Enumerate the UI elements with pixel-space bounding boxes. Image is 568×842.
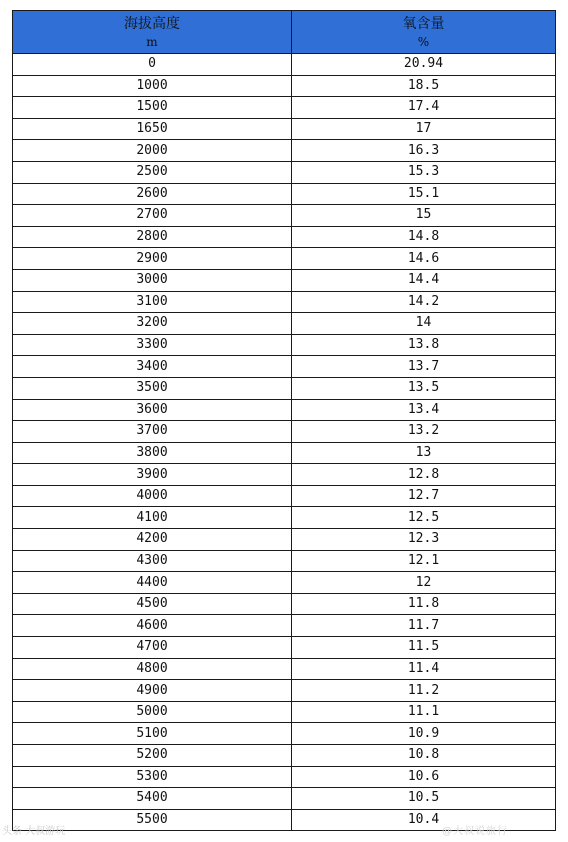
table-row	[13, 723, 556, 745]
table-row	[13, 507, 556, 529]
table-row	[13, 485, 556, 507]
altitude-cell: 5100	[13, 723, 292, 745]
oxygen-cell: 13.2	[292, 421, 556, 443]
altitude-cell: 2000	[13, 140, 292, 162]
altitude-oxygen-table-container	[12, 10, 555, 831]
watermark-left: 头条 大叔游玩	[2, 826, 66, 837]
altitude-cell: 2600	[13, 183, 292, 205]
table-row	[13, 637, 556, 659]
table-row	[13, 118, 556, 140]
oxygen-cell: 14.2	[292, 291, 556, 313]
header-altitude-label: 海拔高度	[124, 15, 180, 32]
oxygen-cell: 10.6	[292, 766, 556, 788]
altitude-cell: 4500	[13, 593, 292, 615]
oxygen-cell: 11.4	[292, 658, 556, 680]
altitude-cell: 0	[13, 54, 292, 76]
altitude-cell: 3000	[13, 269, 292, 291]
oxygen-cell: 13.8	[292, 334, 556, 356]
header-oxygen-label: 氧含量	[402, 15, 445, 32]
altitude-cell: 3300	[13, 334, 292, 356]
header-oxygen	[292, 11, 556, 54]
oxygen-cell: 12.5	[292, 507, 556, 529]
altitude-cell: 4400	[13, 572, 292, 594]
oxygen-cell: 11.8	[292, 593, 556, 615]
header-altitude	[13, 11, 292, 54]
oxygen-cell: 13.7	[292, 356, 556, 378]
oxygen-cell: 14.6	[292, 248, 556, 270]
table-row	[13, 313, 556, 335]
header-oxygen-unit: %	[417, 34, 430, 49]
table-row	[13, 248, 556, 270]
table-row	[13, 658, 556, 680]
oxygen-cell: 13	[292, 442, 556, 464]
altitude-cell: 4800	[13, 658, 292, 680]
table-row	[13, 205, 556, 227]
altitude-cell: 2800	[13, 226, 292, 248]
oxygen-cell: 11.2	[292, 680, 556, 702]
table-row	[13, 54, 556, 76]
oxygen-cell: 10.4	[292, 809, 556, 831]
table-row	[13, 183, 556, 205]
altitude-cell: 4200	[13, 529, 292, 551]
header-altitude-unit: m	[146, 34, 158, 49]
oxygen-cell: 16.3	[292, 140, 556, 162]
altitude-cell: 5200	[13, 745, 292, 767]
oxygen-cell: 12.7	[292, 485, 556, 507]
altitude-cell: 3600	[13, 399, 292, 421]
altitude-cell: 2500	[13, 161, 292, 183]
table-row	[13, 529, 556, 551]
oxygen-cell: 11.7	[292, 615, 556, 637]
altitude-cell: 5300	[13, 766, 292, 788]
table-body	[13, 54, 556, 831]
altitude-cell: 3700	[13, 421, 292, 443]
table-row	[13, 399, 556, 421]
altitude-cell: 4700	[13, 637, 292, 659]
table-row	[13, 377, 556, 399]
altitude-cell: 3500	[13, 377, 292, 399]
oxygen-cell: 11.5	[292, 637, 556, 659]
table-row	[13, 788, 556, 810]
altitude-cell: 4100	[13, 507, 292, 529]
table-row	[13, 97, 556, 119]
oxygen-cell: 18.5	[292, 75, 556, 97]
altitude-cell: 4300	[13, 550, 292, 572]
altitude-cell: 2700	[13, 205, 292, 227]
oxygen-cell: 15	[292, 205, 556, 227]
table-row	[13, 161, 556, 183]
altitude-cell: 1650	[13, 118, 292, 140]
altitude-cell: 3400	[13, 356, 292, 378]
table-row	[13, 334, 556, 356]
oxygen-cell: 17.4	[292, 97, 556, 119]
altitude-cell: 1000	[13, 75, 292, 97]
table-row	[13, 269, 556, 291]
table-row	[13, 140, 556, 162]
oxygen-cell: 12.3	[292, 529, 556, 551]
altitude-cell: 3900	[13, 464, 292, 486]
table-row	[13, 75, 556, 97]
table-row	[13, 442, 556, 464]
table-row	[13, 766, 556, 788]
table-row	[13, 701, 556, 723]
table-row	[13, 464, 556, 486]
oxygen-cell: 15.3	[292, 161, 556, 183]
altitude-cell: 5400	[13, 788, 292, 810]
altitude-cell: 2900	[13, 248, 292, 270]
oxygen-cell: 10.5	[292, 788, 556, 810]
table-row	[13, 572, 556, 594]
table-row	[13, 421, 556, 443]
oxygen-cell: 20.94	[292, 54, 556, 76]
altitude-cell: 3100	[13, 291, 292, 313]
altitude-oxygen-table	[12, 10, 556, 831]
oxygen-cell: 12.8	[292, 464, 556, 486]
oxygen-cell: 15.1	[292, 183, 556, 205]
table-row	[13, 680, 556, 702]
watermark-right: @大叔说旅行	[442, 826, 508, 837]
table-row	[13, 291, 556, 313]
table-row	[13, 745, 556, 767]
oxygen-cell: 14.4	[292, 269, 556, 291]
altitude-cell: 5000	[13, 701, 292, 723]
oxygen-cell: 12	[292, 572, 556, 594]
table-header-row	[13, 11, 556, 54]
table-row	[13, 550, 556, 572]
oxygen-cell: 14	[292, 313, 556, 335]
altitude-cell: 3200	[13, 313, 292, 335]
oxygen-cell: 10.8	[292, 745, 556, 767]
oxygen-cell: 10.9	[292, 723, 556, 745]
oxygen-cell: 13.4	[292, 399, 556, 421]
table-row	[13, 615, 556, 637]
table-row	[13, 356, 556, 378]
altitude-cell: 4000	[13, 485, 292, 507]
table-row	[13, 226, 556, 248]
oxygen-cell: 13.5	[292, 377, 556, 399]
altitude-cell: 4600	[13, 615, 292, 637]
altitude-cell: 4900	[13, 680, 292, 702]
oxygen-cell: 14.8	[292, 226, 556, 248]
altitude-cell: 1500	[13, 97, 292, 119]
oxygen-cell: 17	[292, 118, 556, 140]
oxygen-cell: 11.1	[292, 701, 556, 723]
table-row	[13, 593, 556, 615]
altitude-cell: 3800	[13, 442, 292, 464]
altitude-cell: 5500	[13, 809, 292, 831]
oxygen-cell: 12.1	[292, 550, 556, 572]
